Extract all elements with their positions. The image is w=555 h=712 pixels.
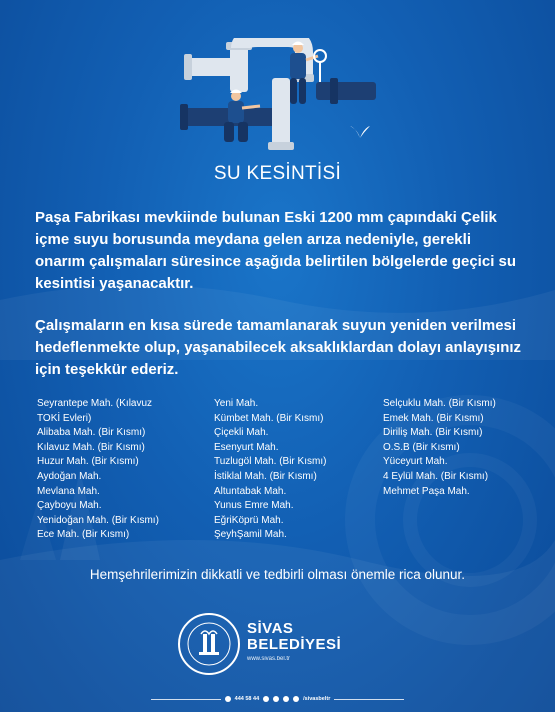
facebook-icon[interactable] xyxy=(263,696,269,702)
logo-wordmark xyxy=(247,621,341,662)
logo-line-2: BELEDİYESİ xyxy=(247,636,342,653)
neighborhood-item: Ece Mah. (Bir Kısmı) xyxy=(37,529,130,541)
valve-icon xyxy=(314,50,326,82)
youtube-icon[interactable] xyxy=(293,696,299,702)
neighborhood-item: Yunus Emre Mah. xyxy=(214,500,294,512)
closing-note: Hemşehrilerimizin dikkatli ve tedbirli olması önemle rica olunur. xyxy=(89,567,466,582)
municipality-seal-icon xyxy=(177,612,241,676)
neighborhood-item: Altuntabak Mah. xyxy=(214,485,287,497)
phone-icon xyxy=(225,696,231,702)
footer-divider xyxy=(334,699,404,700)
neighborhood-item: Mehmet Paşa Mah. xyxy=(383,485,470,497)
logo-line-1: SİVAS xyxy=(247,620,294,637)
neighborhood-item: İstiklal Mah. (Bir Kısmı) xyxy=(214,470,317,482)
neighborhood-item: Emek Mah. (Bir Kısmı) xyxy=(383,412,484,424)
neighborhood-item: Çayboyu Mah. xyxy=(37,500,102,512)
contact-footer xyxy=(0,693,555,705)
neighborhood-list-1 xyxy=(37,397,159,543)
neighborhood-item: Esenyurt Mah. xyxy=(214,441,279,453)
neighborhood-item: Huzur Mah. (Bir Kısmı) xyxy=(37,456,139,468)
announcement-paragraph: Paşa Fabrikası mevkiinde bulunan Eski 1200 mm çapındaki Çelik içme suyu borusunda meydana gelen arıza nedeniyle, gerekli onarım çalışmaları süresince aşağıda belirtilen bölgelerde geçici su kesintisi yaşanacaktır. xyxy=(35,209,517,292)
page-title: SU KESİNTİSİ xyxy=(213,163,342,184)
neighborhood-item: Yeni Mah. xyxy=(214,398,259,409)
neighborhood-list-2 xyxy=(214,397,326,543)
neighborhood-item: Tuzlugöl Mah. (Bir Kısmı) xyxy=(214,456,327,468)
neighborhood-item: 4 Eylül Mah. (Bir Kısmı) xyxy=(383,470,489,482)
neighborhood-item: Yenidoğan Mah. (Bir Kısmı) xyxy=(37,514,159,526)
pipe-illustration xyxy=(180,38,376,158)
phone-number[interactable]: 444 58 44 xyxy=(234,696,260,702)
neighborhood-item: Kılavuz Mah. (Bir Kısmı) xyxy=(37,441,145,453)
neighborhood-item: EğriKöprü Mah. xyxy=(214,514,284,526)
neighborhood-item: Yüceyurt Mah. xyxy=(383,456,448,468)
neighborhood-item: Diriliş Mah. (Bir Kısmı) xyxy=(383,427,483,439)
footer-divider xyxy=(151,699,221,700)
neighborhood-item: Aydoğan Mah. xyxy=(37,470,102,482)
social-handle[interactable]: /sivasbeltr xyxy=(303,696,331,702)
neighborhood-item: Seyrantepe Mah. (Kılavuz xyxy=(37,398,153,409)
neighborhood-item: Mevlana Mah. xyxy=(37,485,100,497)
apology-paragraph: Çalışmaların en kısa sürede tamamlanarak suyun yeniden verilmesi hedeflenmekte olup, yaşanabilecek aksaklıklardan dolayı anlayışınız için teşekkür ederiz. xyxy=(35,317,522,378)
neighborhood-item: TOKİ Evleri) xyxy=(37,412,92,424)
neighborhood-list-3 xyxy=(383,397,496,499)
plant-icon xyxy=(350,126,370,138)
neighborhood-item: ŞeyhŞamil Mah. xyxy=(214,529,287,541)
website-link[interactable]: www.sivas.bel.tr xyxy=(247,656,291,662)
neighborhood-item: Alibaba Mah. (Bir Kısmı) xyxy=(37,427,146,439)
neighborhood-item: Çiçekli Mah. xyxy=(214,427,269,439)
twitter-icon[interactable] xyxy=(283,696,289,702)
neighborhood-item: O.S.B (Bir Kısmı) xyxy=(383,441,460,453)
neighborhood-item: Kümbet Mah. (Bir Kısmı) xyxy=(214,412,324,424)
neighborhood-item: Selçuklu Mah. (Bir Kısmı) xyxy=(383,398,496,409)
instagram-icon[interactable] xyxy=(273,696,279,702)
municipality-logo xyxy=(177,612,377,674)
